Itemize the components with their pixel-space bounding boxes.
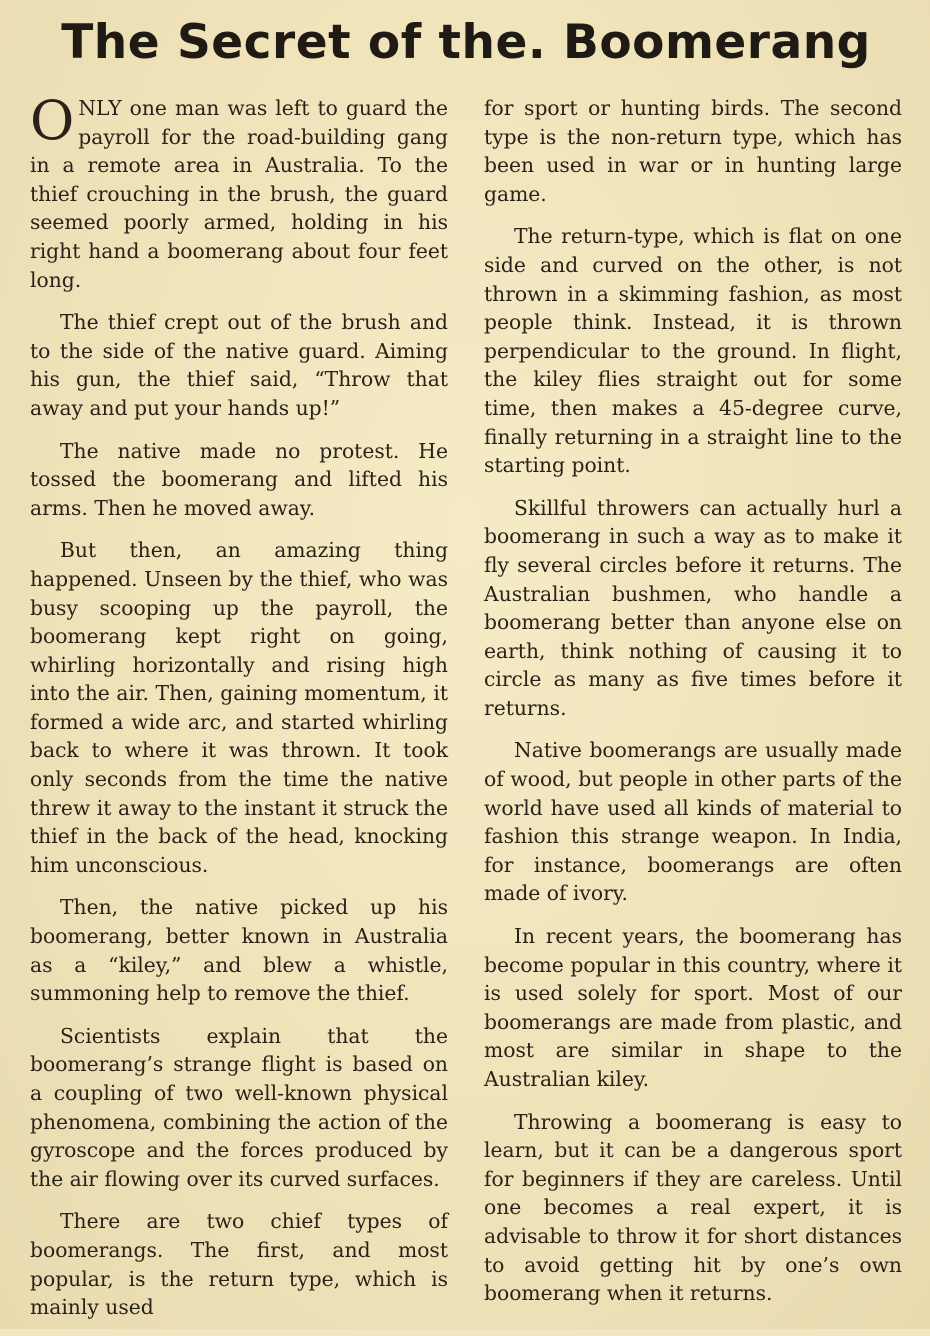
paragraph: The return-type, which is flat on one side and curved on the other, is not thrown in a skimming fashion, as most people think. Instead, it is thrown perpendicular to the ground. In flight, the kiley flies straight out for some time, then makes a 45-degree curve, finally returning in a straight line to the starting point.	[484, 224, 902, 478]
intro-text: one man was left to guard the payroll for the road-building gang in a remote area in Australia. To the thief crouching in the brush, the guard seemed poorly armed, holding in his right hand a boomerang about four feet long.	[30, 96, 448, 292]
paragraph: Skillful throwers can actually hurl a boomerang in such a way as to make it fly several circles before it returns. The Australian bushmen, who handle a boomerang better than anyone else on earth, think nothing of causing it to circle as many as five times before it returns.	[484, 495, 902, 720]
paragraph: The native made no protest. He tossed the boomerang and lifted his arms. Then he moved away.	[30, 438, 448, 520]
lead-in: NLY	[78, 96, 122, 120]
right-column	[484, 94, 902, 1336]
paragraph: Throwing a boomerang is easy to learn, but it can be a dangerous sport for beginners if they are careless. Until one becomes a real expert, it is advisable to throw it for short distances to avoid getting hit by one’s own boomerang when it returns.	[484, 1109, 902, 1306]
left-column	[30, 89, 448, 1336]
article-columns	[30, 89, 902, 1336]
paragraph: But then, an amazing thing happened. Unseen by the thief, who was busy scooping up the payroll, the boomerang kept right on going, whirling horizontally and rising high into the air. Then, gaining momentum, it formed a wide arc, and started whirling back to where it was thrown. It took only seconds from the time the native threw it away to the instant it struck the thief in the back of the head, knocking him unconscious.	[30, 538, 448, 877]
article-title: The Secret of the. Boomerang	[61, 15, 871, 70]
paragraph: In recent years, the boomerang has become popular in this country, where it is used solely for sport. Most of our boomerangs are made from plastic, and most are similar in shape to the Australian kiley.	[484, 924, 902, 1091]
paragraph: Scientists explain that the boomerang’s strange flight is based on a coupling of two well-known physical phenomena, combining the action of the gyroscope and the forces produced by the air flowing over its curved surfaces.	[30, 1023, 448, 1191]
paragraph: The thief crept out of the brush and to the side of the native guard. Aiming his gun, the thief said, “Throw that away and put your hands up!”	[30, 310, 448, 420]
drop-cap: O	[30, 89, 75, 152]
paragraph-continued: for sport or hunting birds. The second type is the non-return type, which has been used in war or in hunting large game.	[484, 96, 902, 206]
paragraph-intro	[30, 89, 448, 294]
paragraph: Then, the native picked up his boomerang, better known in Australia as a “kiley,” and blew a whistle, summoning help to remove the thief.	[30, 895, 448, 1006]
paragraph: There are two chief types of boomerangs. The first, and most popular, is the return type, which is mainly used	[30, 1209, 448, 1320]
paragraph: Native boomerangs are usually made of wood, but people in other parts of the world have used all kinds of material to fashion this strange weapon. In India, for instance, boomerangs are often made of ivory.	[484, 738, 902, 906]
